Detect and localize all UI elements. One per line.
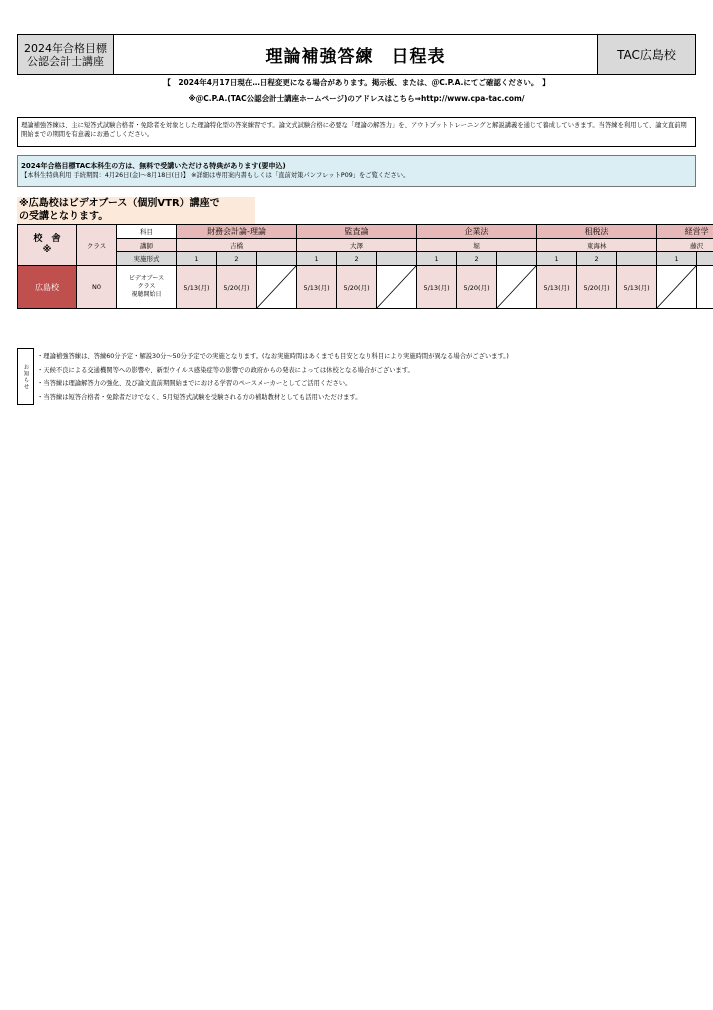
empty-slot bbox=[257, 266, 297, 309]
date-cell: 5/20(月) bbox=[457, 266, 497, 309]
session-number: 1 bbox=[297, 252, 337, 266]
course-name: 公認会計士講座 bbox=[27, 54, 104, 68]
subject-tax-law: 租税法 bbox=[537, 225, 657, 239]
empty-slot bbox=[657, 266, 697, 309]
session-empty bbox=[497, 252, 537, 266]
date-cell: 5/13(月) bbox=[617, 266, 657, 309]
date-cell: 5/13(月) bbox=[417, 266, 457, 309]
empty-slot bbox=[697, 266, 713, 309]
update-notice: 【 2024年4月17日現在…日程変更になる場合があります。掲示板、または、＠C.P.A.にてご確認ください。 】 bbox=[163, 78, 550, 87]
empty-slot bbox=[497, 266, 537, 309]
teacher-company-law: 堀 bbox=[417, 239, 537, 252]
session-number: 1 bbox=[657, 252, 697, 266]
session-number: 1 bbox=[177, 252, 217, 266]
subject-company-law: 企業法 bbox=[417, 225, 537, 239]
teacher-management: 藤沢 bbox=[657, 239, 713, 252]
session-empty bbox=[377, 252, 417, 266]
teacher-financial: 吉橋 bbox=[177, 239, 297, 252]
class-header: クラス bbox=[77, 225, 117, 266]
course-label bbox=[18, 35, 114, 74]
notice-section bbox=[17, 348, 696, 405]
subject-row-label: 科目 bbox=[117, 225, 177, 239]
date-cell: 5/13(月) bbox=[297, 266, 337, 309]
session-number: 2 bbox=[457, 252, 497, 266]
date-cell: 5/20(月) bbox=[577, 266, 617, 309]
session-empty bbox=[617, 252, 657, 266]
schedule-table bbox=[17, 224, 713, 309]
special-benefit-detail: 【本科生特典利用 手続期間：4月26日(金)～8月18日(日)】 ※詳細は専用案内書もしくは「直前対策パンフレットP09」をご覧ください。 bbox=[21, 172, 410, 179]
campus-label: TAC広島校 bbox=[597, 35, 695, 74]
campus-cell: 広島校 bbox=[18, 266, 77, 309]
session-empty bbox=[257, 252, 297, 266]
format-row-label: 実施形式 bbox=[117, 252, 177, 266]
page-title: 理論補強答練 日程表 bbox=[265, 47, 446, 67]
session-number: 2 bbox=[217, 252, 257, 266]
session-number: 1 bbox=[417, 252, 457, 266]
date-cell: 5/20(月) bbox=[217, 266, 257, 309]
teacher-audit: 大澤 bbox=[297, 239, 417, 252]
subject-financial: 財務会計論-理論 bbox=[177, 225, 297, 239]
notice-tag: お知らせ bbox=[17, 348, 34, 405]
date-cell: 5/13(月) bbox=[537, 266, 577, 309]
format-cell: ビデオブース クラス 視聴開始日 bbox=[117, 266, 177, 309]
campus-note-line2: の受講となります。 bbox=[19, 210, 109, 222]
session-number: 2 bbox=[577, 252, 617, 266]
campus-header: 校 舎 ※ bbox=[18, 225, 77, 266]
notice-list bbox=[37, 350, 509, 404]
header bbox=[17, 34, 696, 75]
teacher-tax-law: 東海林 bbox=[537, 239, 657, 252]
subject-audit: 監査論 bbox=[297, 225, 417, 239]
subject-management: 経営学 bbox=[657, 225, 713, 239]
empty-slot bbox=[377, 266, 417, 309]
description-box: 理論補強答練は、主に短答式試験合格者・免除者を対象とした理論特化型の答案練習です。論文式試験合格に必要な「理論の解答力」を、アウトプットトレーニングと解説講義を通じて養成していきます。当答練を利用して、論文直前期開始までの期間を有意義にお過ごしください。 bbox=[17, 117, 696, 147]
notice-item: ・理論補強答練は、答練60分予定・解説30分～50分予定での実施となります。(なお実施時間はあくまでも目安となり科目により実施時間が異なる場合がございます。) bbox=[37, 353, 509, 360]
date-cell: 5/20(月) bbox=[337, 266, 377, 309]
campus-note-line1: ※広島校はビデオブース（個別VTR）講座で bbox=[19, 198, 220, 209]
session-empty bbox=[697, 252, 713, 266]
notice-item: ・当答練は短答合格者・免除者だけでなく、5月短答式試験を受験される方の補助教材としても活用いただけます。 bbox=[37, 393, 362, 401]
notice-item: ・当答練は理論解答力の強化、及び論文直前期開始までにおける学習のペースメーカーとしてご活用ください。 bbox=[37, 380, 352, 387]
teacher-row-label: 講師 bbox=[117, 239, 177, 252]
website-notice: ※＠C.P.A.(TAC公認会計士講座ホームページ)のアドレスはこちら⇒http://www.cpa-tac.com/ bbox=[188, 94, 525, 103]
notice-item: ・天候不良による交通機関等への影響や、新型ウイルス感染症等の影響での政府からの発表によっては休校となる場合がございます。 bbox=[37, 366, 414, 374]
campus-note bbox=[17, 197, 255, 224]
class-cell: N0 bbox=[77, 266, 117, 309]
special-benefit-box bbox=[17, 155, 696, 187]
session-number: 1 bbox=[537, 252, 577, 266]
session-number: 2 bbox=[337, 252, 377, 266]
special-benefit-title: 2024年合格目標TAC本科生の方は、無料で受講いただける特典があります(要申込) bbox=[21, 162, 286, 170]
course-year: 2024年合格目標 bbox=[24, 41, 107, 55]
date-cell: 5/13(月) bbox=[177, 266, 217, 309]
